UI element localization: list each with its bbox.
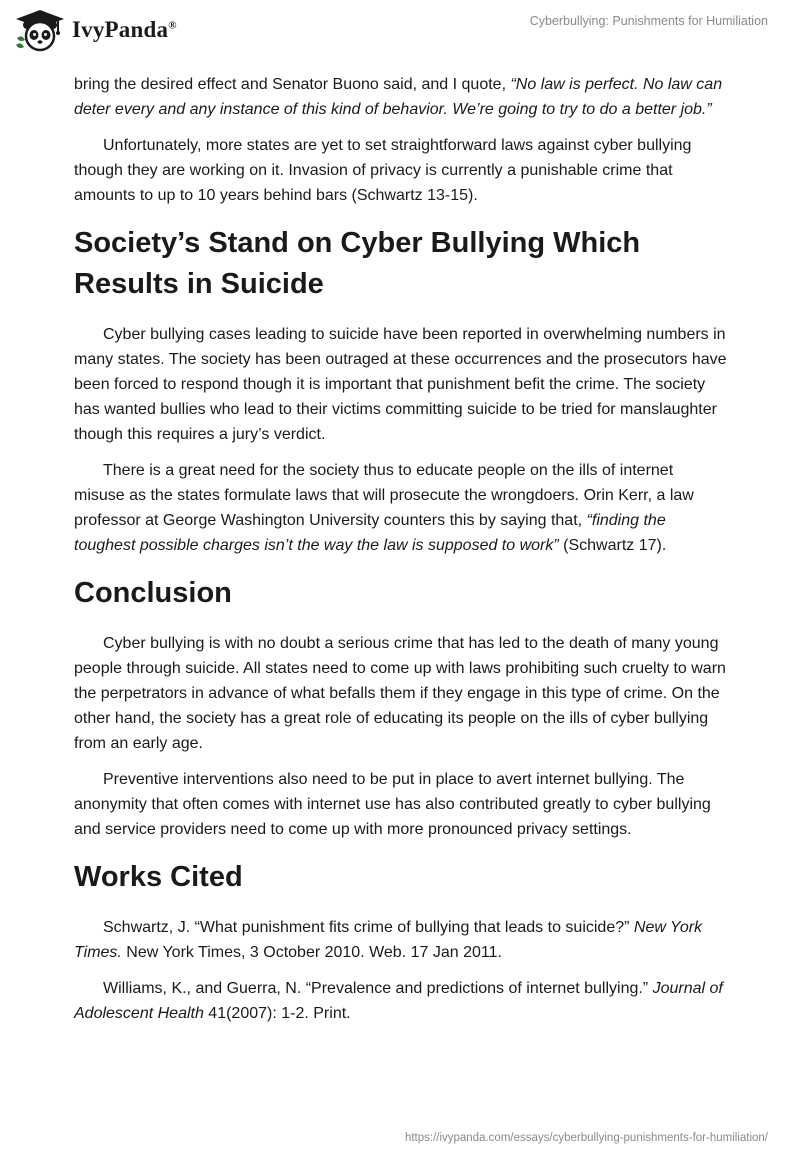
paragraph: bring the desired effect and Senator Buono said, and I quote, “No law is perfect. No law can deter every and any instance of this kind of behavior. We’re going to try to do a better job.” — [74, 76, 723, 118]
paragraph: Cyber bullying is with no doubt a serious crime that has led to the death of many young people through suicide. All states need to come up with laws prohibiting such cruelty to warn the perpetrators in advance of what befalls them if they engage in this type of crime. On the other hand, the society has a great role of educating its people on the ills of cyber bullying from an early age. — [74, 635, 726, 752]
paragraph: Unfortunately, more states are yet to set straightforward laws against cyber bullying though they are working on it. Invasion of privacy is currently a punishable crime that amounts to up to 10 years behind bars (Schwartz 13-15). — [74, 137, 692, 204]
quote: “No law is perfect. No law can deter every and any instance of this kind of behavior. We’re going to try to do a better job.” — [74, 76, 723, 118]
brand-name: IvyPanda® — [72, 17, 177, 42]
section-heading-works-cited: Works Cited — [74, 861, 243, 893]
source-url[interactable]: https://ivypanda.com/essays/cyberbullying-punishments-for-humiliation/ — [404, 1132, 768, 1144]
essay-body — [74, 72, 728, 1037]
panda-graduation-cap-icon — [14, 8, 66, 52]
paragraph: Preventive interventions also need to be put in place to avert internet bullying. The anonymity that often comes with internet use has also contributed greatly to cyber bullying and service providers need to come up with more pronounced privacy settings. — [74, 771, 711, 838]
citation: Schwartz, J. “What punishment fits crime of bullying that leads to suicide?” New York Times. New York Times, 3 October 2010. Web. 17 Jan 2011. — [74, 919, 703, 961]
paragraph: There is a great need for the society thus to educate people on the ills of internet misuse as the states formulate laws that will prosecute the wrongdoers. Orin Kerr, a law professor at George Washington University counters this by saying that, “finding the toughest possible charges isn’t the way the law is supposed to work” (Schwartz 17). — [74, 462, 694, 554]
document-title: Cyberbullying: Punishments for Humiliation — [529, 14, 768, 28]
quote: “finding the toughest possible charges isn’t the way the law is supposed to work” — [74, 512, 666, 554]
paragraph: Cyber bullying cases leading to suicide have been reported in overwhelming numbers in many states. The society has been outraged at these occurrences and the prosecutors have been forced to respond though it is important that punishment befit the crime. The society has wanted bullies who lead to their victims committing suicide to be tried for manslaughter though this requires a jury’s verdict. — [74, 326, 727, 443]
section-heading-society: Society’s Stand on Cyber Bullying Which Results in Suicide — [74, 227, 641, 300]
brand-logo[interactable] — [14, 8, 177, 52]
page-header — [0, 0, 800, 62]
section-heading-conclusion: Conclusion — [74, 577, 232, 609]
citation: Williams, K., and Guerra, N. “Prevalence and predictions of internet bullying.” Journal of Adolescent Health 41(2007): 1-2. Print. — [74, 980, 723, 1022]
